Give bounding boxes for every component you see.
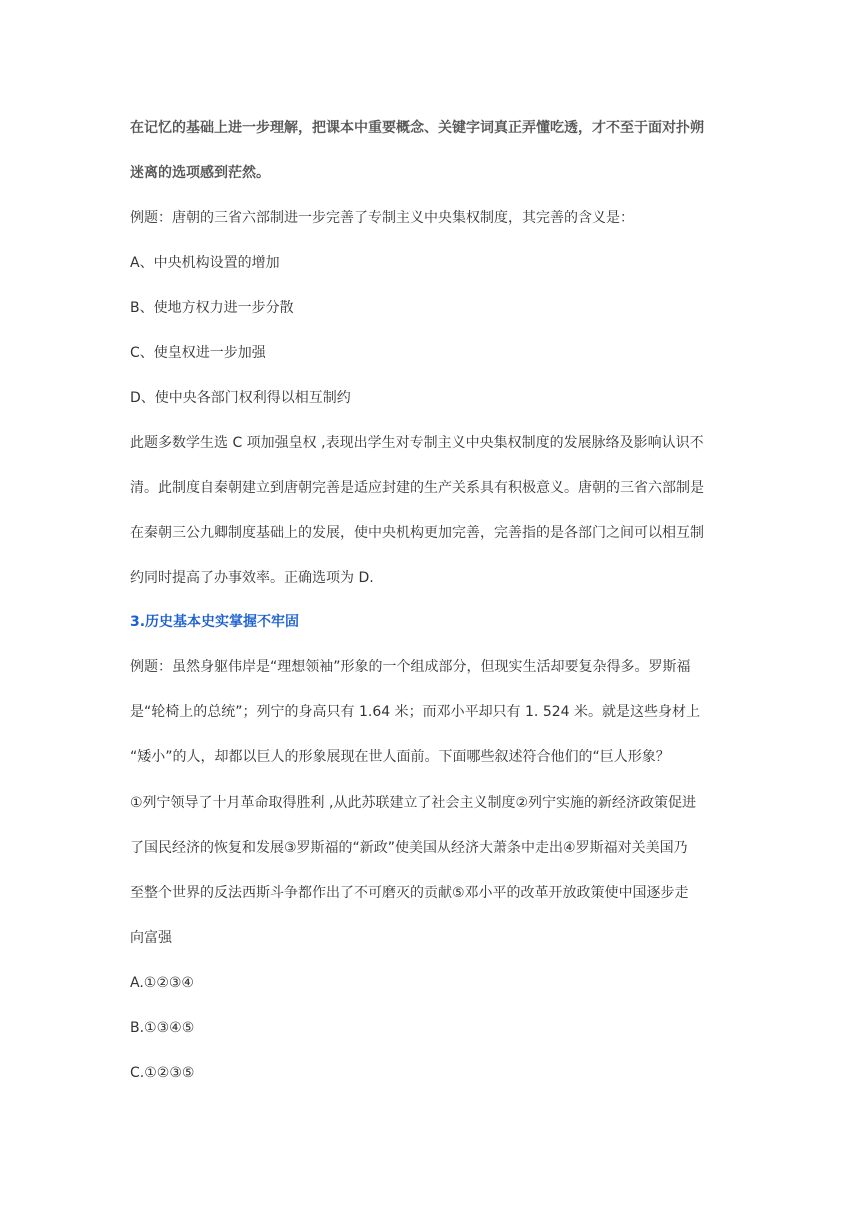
section-3-heading: 3.历史基本史实掌握不牢固 (130, 614, 300, 630)
example-1-option-a: A、中央机构设置的增加 (130, 255, 280, 271)
example-2-question-line-7: 向富强 (130, 930, 172, 946)
example-2-question-line-1: 例题：虽然身躯伟岸是“理想领袖”形象的一个组成部分，但现实生活却要复杂得多。罗斯福 (130, 659, 691, 675)
intro-line-1: 在记忆的基础上进一步理解，把课本中重要概念、关键字词真正弄懂吃透，才不至于面对扑朔 (130, 120, 704, 136)
example-2-question-line-5: 了国民经济的恢复和发展③罗斯福的“新政”使美国从经济大萧条中走出④罗斯福对关美国乃 (130, 840, 688, 856)
example-2-question-line-4: ①列宁领导了十月革命取得胜利 ,从此苏联建立了社会主义制度②列宁实施的新经济政策促进 (130, 795, 696, 811)
example-2-question-line-2: 是“轮椅上的总统”；列宁的身高只有 1.64 米；而邓小平却只有 1. 524 米。就是这些身材上 (130, 704, 701, 720)
example-1-analysis-line-2: 清。此制度自秦朝建立到唐朝完善是适应封建的生产关系具有积极意义。唐朝的三省六部制是 (130, 480, 704, 496)
intro-line-2: 迷离的选项感到茫然。 (130, 165, 270, 181)
example-1-option-d: D、使中央各部门权利得以相互制约 (130, 390, 351, 406)
example-2-question-line-3: “矮小”的人，却都以巨人的形象展现在世人面前。下面哪些叙述符合他们的“巨人形象？ (130, 749, 670, 765)
example-1-question: 例题：唐朝的三省六部制进一步完善了专制主义中央集权制度，其完善的含义是： (130, 210, 634, 226)
example-1-analysis-line-1: 此题多数学生选 C 项加强皇权 ,表现出学生对专制主义中央集权制度的发展脉络及影响认识不 (130, 435, 704, 451)
example-1-option-b: B、使地方权力进一步分散 (130, 300, 294, 316)
example-2-option-b: B.①③④⑤ (130, 1020, 195, 1036)
example-1-analysis-line-3: 在秦朝三公九卿制度基础上的发展，使中央机构更加完善，完善指的是各部门之间可以相互制 (130, 525, 704, 541)
example-2-option-c: C.①②③⑤ (130, 1065, 195, 1081)
example-1-option-c: C、使皇权进一步加强 (130, 345, 266, 361)
example-1-analysis-line-4: 约同时提高了办事效率。正确选项为 D. (130, 570, 374, 586)
example-2-question-line-6: 至整个世界的反法西斯斗争都作出了不可磨灭的贡献⑤邓小平的改革开放政策使中国逐步走 (130, 885, 689, 901)
example-2-option-a: A.①②③④ (130, 975, 194, 991)
